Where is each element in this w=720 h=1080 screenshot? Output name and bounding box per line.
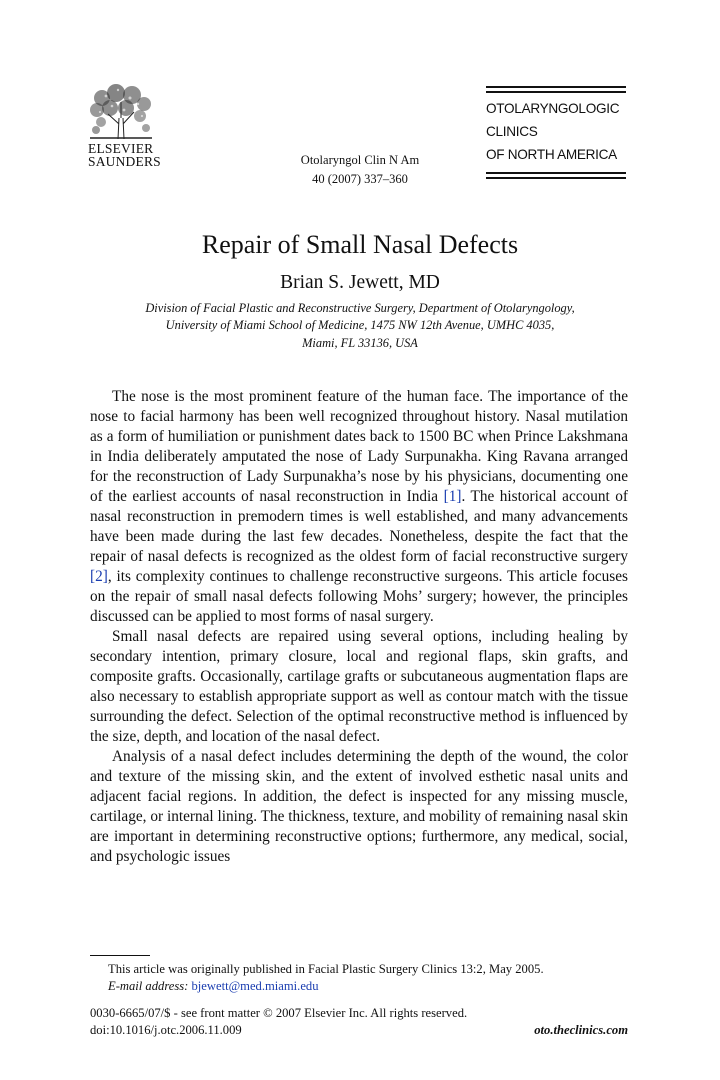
footnote	[108, 961, 628, 996]
article-body	[90, 387, 628, 867]
article-title: Repair of Small Nasal Defects	[201, 230, 519, 259]
brand-rule-top	[486, 86, 626, 88]
citation-volume: 40 (2007) 337–360	[312, 172, 408, 186]
citation-journal: Otolaryngol Clin N Am	[300, 153, 420, 167]
journal-brand	[486, 86, 626, 179]
body-paragraph-3: Analysis of a nasal defect includes determining the depth of the wound, the color and texture of the missing skin, and the extent of involved esthetic nasal units and adjacent facial regions. In addition, the defect is inspected for any missing muscle, cartilage, or internal lining. The thickness, texture, and mobility of remaining nasal skin are important in determining reconstructive options; furthermore, any medical, social, and psychologic issues	[90, 748, 628, 865]
publisher-name: ELSEVIER SAUNDERS	[88, 141, 161, 169]
author-email-link[interactable]: bjewett@med.miami.edu	[191, 979, 319, 994]
doi: doi:10.1016/j.otc.2006.11.009	[90, 1023, 242, 1038]
brand-rule-bottom	[486, 172, 626, 174]
footnote-email-line	[108, 978, 628, 995]
footnote-note: This article was originally published in Facial Plastic Surgery Clinics 13:2, May 2005.	[108, 962, 544, 976]
body-paragraph-1: The nose is the most prominent feature of the human face. The importance of the nose to facial harmony has been well recognized throughout history. Nasal mutilation as a form of humiliation or punishment dates back to 1500 BC when Prince Lakshmana in India deliberately amputated the nose of Lady Surpunakha. King Ravana arranged for the reconstruction of Lady Surpunakha’s nose by his physicians, documenting one of the earliest accounts of nasal reconstruction in India [1]. The historical account of nasal reconstruction in premodern times is well established, and many advancements have been made during the last few decades. Nonetheless, despite the fact that the repair of nasal defects is recognized as the oldest form of facial reconstructive surgery [2], its complexity continues to challenge reconstructive surgeons. This article focuses on the repair of small nasal defects following Mohs’ surgery; however, the principles discussed can be applied to most forms of nasal surgery.	[90, 388, 628, 625]
body-paragraph-2: Small nasal defects are repaired using several options, including healing by secondary intention, primary closure, local and regional flaps, skin grafts, and composite grafts. Occasionally, cartilage grafts or subcutaneous augmentation flaps are also necessary to establish appropriate support as well as contour match with the tissue surrounding the defect. Selection of the optimal reconstructive method is influenced by the size, depth, and location of the nasal defect.	[90, 628, 628, 745]
footnote-rule	[90, 955, 150, 956]
page-footer	[90, 1005, 530, 1040]
journal-citation	[270, 151, 450, 189]
issn-copyright: 0030-6665/07/$ - see front matter © 2007 Elsevier Inc. All rights reserved.	[90, 1006, 468, 1020]
email-label: E-mail address:	[108, 979, 189, 994]
brand-rule-bottom-2	[486, 177, 626, 179]
publisher-logo	[88, 84, 161, 169]
article-author: Brian S. Jewett, MD	[280, 272, 440, 293]
journal-website[interactable]: oto.theclinics.com	[534, 1023, 628, 1037]
journal-name: OTOLARYNGOLOGIC CLINICS OF NORTH AMERICA	[486, 101, 620, 162]
author-affiliation: Division of Facial Plastic and Reconstructive Surgery, Department of Otolaryngology, University of Miami School of Medicine, 1475 NW 12th Avenue, UMHC 4035, Miami, FL 33136, USA	[145, 301, 575, 350]
citation-link-2[interactable]: [2]	[90, 568, 108, 585]
elsevier-tree-icon	[88, 84, 154, 140]
citation-link-1[interactable]: [1]	[443, 488, 462, 505]
